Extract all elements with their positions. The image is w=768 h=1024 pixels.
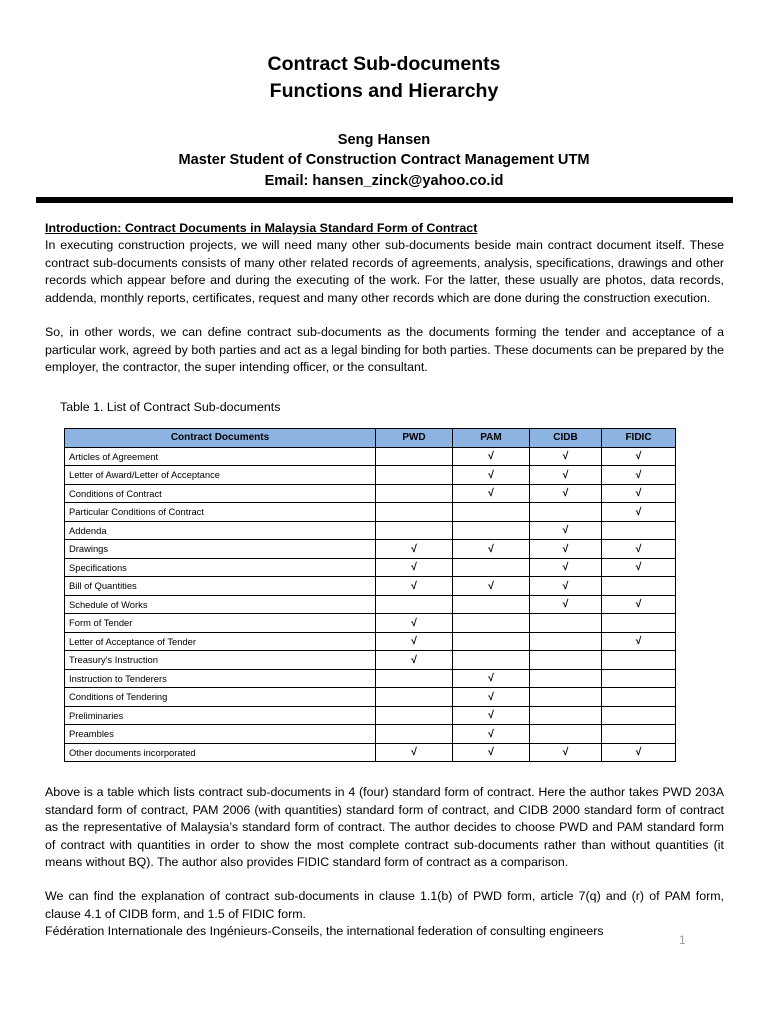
table-row bbox=[65, 577, 676, 596]
cidb-cell bbox=[530, 725, 602, 744]
intro-heading: Introduction: Contract Documents in Malaysia Standard Form of Contract bbox=[45, 221, 478, 235]
pwd-cell bbox=[376, 688, 453, 707]
cidb-cell: √ bbox=[530, 595, 602, 614]
pwd-cell bbox=[376, 484, 453, 503]
pwd-cell bbox=[376, 669, 453, 688]
pwd-cell bbox=[376, 725, 453, 744]
document-name-cell: Other documents incorporated bbox=[65, 743, 376, 762]
intro-paragraph-1: In executing construction projects, we will need many other sub-documents beside main contract document itself. These contract sub-documents consists of many other related records of agreements, analysis, specifications, drawings and other records which appear before and during the executing of the work. For the latter, these usually are photos, data records, addenda, monthly reports, certificates, request and many other records which are done during the construction execution. bbox=[45, 238, 724, 305]
cidb-cell: √ bbox=[530, 447, 602, 466]
fidic-cell bbox=[602, 725, 676, 744]
pam-cell bbox=[453, 521, 530, 540]
table-row bbox=[65, 706, 676, 725]
cidb-cell: √ bbox=[530, 484, 602, 503]
header-divider bbox=[36, 197, 733, 203]
cidb-cell: √ bbox=[530, 743, 602, 762]
pwd-cell: √ bbox=[376, 540, 453, 559]
fidic-cell: √ bbox=[602, 558, 676, 577]
fidic-cell bbox=[602, 651, 676, 670]
column-header-contract-documents: Contract Documents bbox=[65, 429, 376, 448]
contract-documents-table bbox=[64, 428, 676, 762]
fidic-cell bbox=[602, 706, 676, 725]
cidb-cell bbox=[530, 688, 602, 707]
table-row bbox=[65, 503, 676, 522]
fidic-cell: √ bbox=[602, 466, 676, 485]
cidb-cell bbox=[530, 651, 602, 670]
pam-cell: √ bbox=[453, 706, 530, 725]
intro-paragraph-2: So, in other words, we can define contract sub-documents as the documents forming the tender and acceptance of a particular work, agreed by both parties and act as a legal binding for both parties. These documents can be prepared by the employer, the contractor, the super intending officer, or the consultant. bbox=[45, 325, 724, 374]
table-row bbox=[65, 595, 676, 614]
document-name-cell: Letter of Award/Letter of Acceptance bbox=[65, 466, 376, 485]
fidic-cell bbox=[602, 669, 676, 688]
fidic-cell bbox=[602, 577, 676, 596]
cidb-cell bbox=[530, 614, 602, 633]
pam-cell bbox=[453, 614, 530, 633]
document-name-cell: Articles of Agreement bbox=[65, 447, 376, 466]
author-name: Seng Hansen bbox=[337, 132, 431, 148]
pam-cell bbox=[453, 558, 530, 577]
document-name-cell: Letter of Acceptance of Tender bbox=[65, 632, 376, 651]
table-row bbox=[65, 614, 676, 633]
table-row bbox=[65, 540, 676, 559]
column-header-fidic: FIDIC bbox=[602, 429, 676, 448]
pwd-cell: √ bbox=[376, 632, 453, 651]
document-name-cell: Treasury's Instruction bbox=[65, 651, 376, 670]
fidic-cell: √ bbox=[602, 632, 676, 651]
pwd-cell bbox=[376, 466, 453, 485]
author-email: Email: hansen_zinck@yahoo.co.id bbox=[264, 173, 504, 189]
document-name-cell: Conditions of Tendering bbox=[65, 688, 376, 707]
document-name-cell: Form of Tender bbox=[65, 614, 376, 633]
table-row bbox=[65, 632, 676, 651]
fidic-cell: √ bbox=[602, 447, 676, 466]
pam-cell: √ bbox=[453, 669, 530, 688]
table-header-row bbox=[65, 429, 676, 448]
author-affiliation: Master Student of Construction Contract Management UTM bbox=[178, 152, 590, 168]
cidb-cell bbox=[530, 706, 602, 725]
document-name-cell: Specifications bbox=[65, 558, 376, 577]
fidic-cell: √ bbox=[602, 503, 676, 522]
pwd-cell bbox=[376, 447, 453, 466]
document-name-cell: Conditions of Contract bbox=[65, 484, 376, 503]
pwd-cell: √ bbox=[376, 577, 453, 596]
table-row bbox=[65, 447, 676, 466]
table-caption: Table 1. List of Contract Sub-documents bbox=[60, 400, 281, 414]
pam-cell: √ bbox=[453, 484, 530, 503]
column-header-pam: PAM bbox=[453, 429, 530, 448]
document-name-cell: Addenda bbox=[65, 521, 376, 540]
document-name-cell: Schedule of Works bbox=[65, 595, 376, 614]
table-row bbox=[65, 466, 676, 485]
document-title-line1: Contract Sub-documents bbox=[267, 53, 501, 75]
pam-cell bbox=[453, 503, 530, 522]
pam-cell: √ bbox=[453, 725, 530, 744]
pam-cell: √ bbox=[453, 466, 530, 485]
pam-cell bbox=[453, 595, 530, 614]
pwd-cell: √ bbox=[376, 651, 453, 670]
table-row bbox=[65, 669, 676, 688]
table-row bbox=[65, 484, 676, 503]
fidic-cell bbox=[602, 521, 676, 540]
pwd-cell: √ bbox=[376, 614, 453, 633]
pam-cell bbox=[453, 632, 530, 651]
pwd-cell bbox=[376, 595, 453, 614]
footnote-line: Fédération Internationale des Ingénieurs-Conseils, the international federation of consulting engineers bbox=[45, 924, 604, 938]
cidb-cell: √ bbox=[530, 540, 602, 559]
cidb-cell: √ bbox=[530, 521, 602, 540]
fidic-cell bbox=[602, 614, 676, 633]
cidb-cell bbox=[530, 632, 602, 651]
table-row bbox=[65, 558, 676, 577]
document-name-cell: Preambles bbox=[65, 725, 376, 744]
table-row bbox=[65, 725, 676, 744]
pwd-cell bbox=[376, 503, 453, 522]
table-row bbox=[65, 688, 676, 707]
pwd-cell: √ bbox=[376, 558, 453, 577]
column-header-pwd: PWD bbox=[376, 429, 453, 448]
column-header-cidb: CIDB bbox=[530, 429, 602, 448]
fidic-cell bbox=[602, 688, 676, 707]
pam-cell: √ bbox=[453, 447, 530, 466]
body-paragraph-1: Above is a table which lists contract sub-documents in 4 (four) standard form of contract. Here the author takes PWD 203A standard form of contract, PAM 2006 (with quantities) standard form of contract, and CIDB 2000 standard form of contract as the representative of Malaysia’s standard form of contract. The author decides to choose PWD and PAM standard form of contract with quantities in order to show the most complete contract sub-documents rather than without quantities (it means without BQ). The author also provides FIDIC standard form of contract as a comparison. bbox=[45, 785, 724, 869]
pam-cell: √ bbox=[453, 540, 530, 559]
cidb-cell bbox=[530, 669, 602, 688]
document-name-cell: Instruction to Tenderers bbox=[65, 669, 376, 688]
fidic-cell: √ bbox=[602, 484, 676, 503]
cidb-cell: √ bbox=[530, 466, 602, 485]
cidb-cell: √ bbox=[530, 577, 602, 596]
cidb-cell: √ bbox=[530, 558, 602, 577]
fidic-cell: √ bbox=[602, 743, 676, 762]
fidic-cell: √ bbox=[602, 595, 676, 614]
document-name-cell: Bill of Quantities bbox=[65, 577, 376, 596]
table-row bbox=[65, 521, 676, 540]
body-paragraph-2: We can find the explanation of contract sub-documents in clause 1.1(b) of PWD form, article 7(q) and (r) of PAM form, clause 4.1 of CIDB form, and 1.5 of FIDIC form. bbox=[45, 889, 724, 921]
pwd-cell: √ bbox=[376, 743, 453, 762]
document-name-cell: Preliminaries bbox=[65, 706, 376, 725]
pam-cell bbox=[453, 651, 530, 670]
page-number: 1 bbox=[679, 933, 686, 947]
table-row bbox=[65, 651, 676, 670]
document-name-cell: Particular Conditions of Contract bbox=[65, 503, 376, 522]
fidic-cell: √ bbox=[602, 540, 676, 559]
pam-cell: √ bbox=[453, 577, 530, 596]
document-name-cell: Drawings bbox=[65, 540, 376, 559]
pam-cell: √ bbox=[453, 743, 530, 762]
pam-cell: √ bbox=[453, 688, 530, 707]
pwd-cell bbox=[376, 521, 453, 540]
table-row bbox=[65, 743, 676, 762]
pwd-cell bbox=[376, 706, 453, 725]
document-title-line2: Functions and Hierarchy bbox=[269, 80, 499, 102]
cidb-cell bbox=[530, 503, 602, 522]
